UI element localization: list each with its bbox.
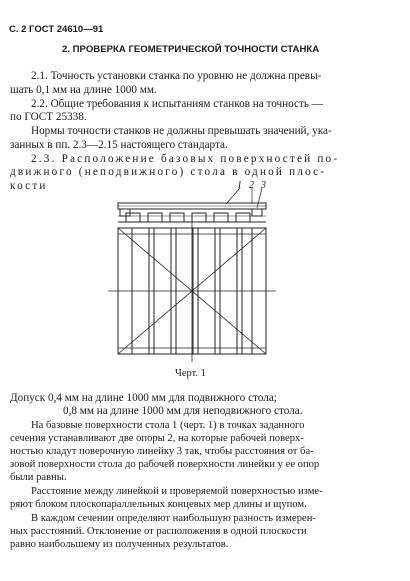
clause-2-2-line-1: 2.2. Общие требования к испытаниям станков на точность —	[31, 98, 323, 110]
body-line-1: На базовые поверхности стола 1 (черт. 1) в точках заданного	[31, 420, 305, 431]
tolerance-line-1: Допуск 0,4 мм на длине 1000 мм для подвижного стола;	[10, 392, 277, 404]
body-line-8: В каждом сечении определяют наибольшую разность измерен-	[31, 513, 316, 524]
callout-1: 1	[237, 180, 242, 191]
clause-2-2-line-2: по ГОСТ 25338.	[10, 111, 87, 123]
callout-3: 3	[261, 180, 266, 191]
tolerance-line-2: 0,8 мм на длине 1000 мм для неподвижного стола.	[63, 405, 303, 417]
body-line-10: равно наибольшему из полученных результатов.	[10, 539, 229, 550]
clause-2-3-line-3: кости	[10, 180, 48, 192]
body-line-6: Расстояние между линейкой и проверяемой поверхностью изме-	[31, 486, 323, 497]
norms-line-1: Нормы точности станков не должны превышать значений, ука-	[31, 125, 332, 137]
norms-line-2: занных в пп. 2.3—2.15 настоящего стандарта.	[10, 139, 228, 151]
page-header: С. 2 ГОСТ 24610—91	[9, 24, 104, 35]
body-line-7: ряют блоком плоскопараллельных концевых мер длины и щупом.	[10, 499, 307, 510]
clause-2-3-line-1: 2.3. Расположение базовых поверхностей по-	[31, 153, 340, 165]
callout-2: 2	[249, 180, 254, 191]
support-right	[252, 209, 262, 216]
body-line-4: зовой поверхности стола до рабочей поверхности линейки у ее опор	[10, 459, 320, 470]
section-title: 2. ПРОВЕРКА ГЕОМЕТРИЧЕСКОЙ ТОЧНОСТИ СТАНКА	[62, 44, 320, 55]
clause-2-3-line-2: движного (неподвижного) стола в одной плос-	[10, 166, 327, 178]
clause-2-1-line-1: 2.1. Точность установки станка по уровню не должна превы-	[31, 70, 322, 82]
table-plan	[108, 220, 276, 362]
body-line-2: сечения устанавливают две опоры 2, на которые рабочей поверх-	[10, 433, 304, 444]
body-line-5: были равны.	[10, 472, 67, 483]
body-line-3: ностью кладут поверочную линейку 3 так, чтобы расстояния от ба-	[10, 446, 314, 457]
clause-2-1-line-2: шать 0,1 мм на длине 1000 мм.	[10, 84, 157, 96]
figure-caption: Черт. 1	[175, 368, 206, 379]
body-line-9: ных расстояний. Отклонение от расположения в одной плоскости	[10, 526, 307, 537]
